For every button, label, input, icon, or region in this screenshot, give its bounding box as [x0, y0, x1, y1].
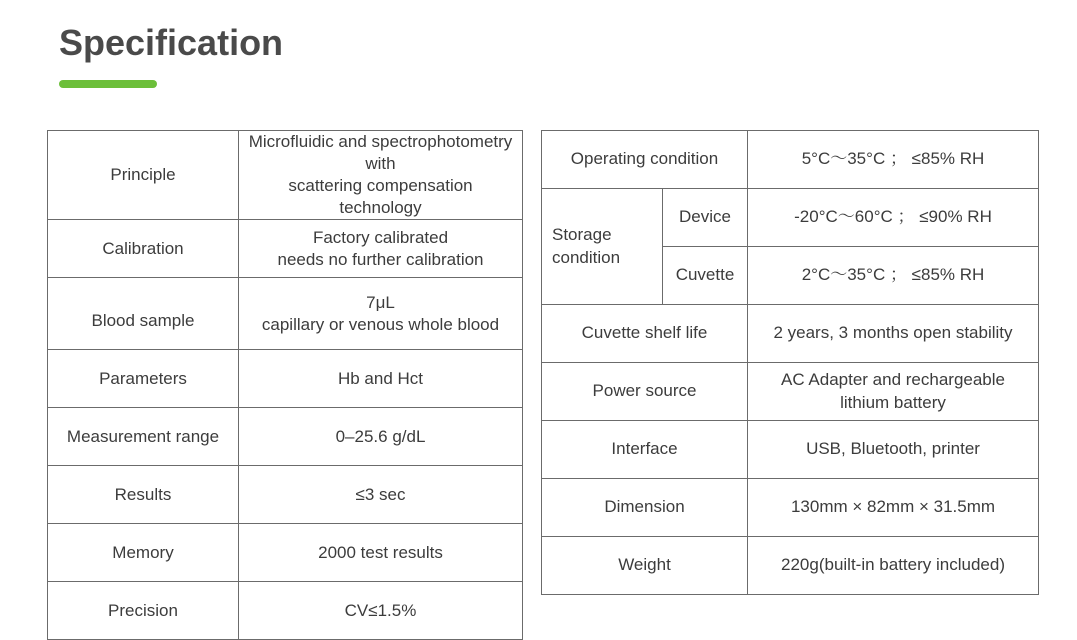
spec-value-line: needs no further calibration	[277, 249, 484, 269]
spec-value	[748, 363, 1039, 421]
spec-value-line: Microfluidic and spectrophotometry with	[248, 132, 513, 174]
title-underline	[59, 80, 157, 88]
spec-label: Parameters	[48, 350, 239, 408]
spec-label: Blood sample	[48, 278, 239, 350]
table-row	[542, 537, 1039, 595]
spec-label-line: condition	[552, 247, 621, 267]
spec-value	[239, 278, 523, 350]
spec-value-line: 7μL	[366, 292, 395, 312]
spec-value: Hb and Hct	[239, 350, 523, 408]
spec-value-line: Factory calibrated	[312, 227, 449, 247]
spec-value-line: lithium battery	[840, 392, 946, 412]
spec-value: 220g(built-in battery included)	[748, 537, 1039, 595]
table-row	[542, 479, 1039, 537]
table-row	[48, 466, 523, 524]
spec-value: ≤3 sec	[239, 466, 523, 524]
spec-value: 5°C～35°C ； ≤85% RH	[748, 131, 1039, 189]
table-row	[48, 524, 523, 582]
spec-value: 2 years, 3 months open stability	[748, 305, 1039, 363]
spec-sublabel: Cuvette	[663, 247, 748, 305]
spec-value-line: scattering compensation technology	[288, 176, 473, 218]
spec-label: Measurement range	[48, 408, 239, 466]
table-row	[48, 278, 523, 350]
table-row	[542, 131, 1039, 189]
spec-value: -20°C～60°C ； ≤90% RH	[748, 189, 1039, 247]
table-row	[48, 582, 523, 640]
spec-label: Operating condition	[542, 131, 748, 189]
spec-value: 0–25.6 g/dL	[239, 408, 523, 466]
table-row	[542, 189, 1039, 247]
spec-label: Results	[48, 466, 239, 524]
spec-value: USB, Bluetooth, printer	[748, 421, 1039, 479]
spec-value-line: AC Adapter and rechargeable	[781, 370, 1005, 390]
table-row	[48, 408, 523, 466]
spec-value	[239, 220, 523, 278]
spec-value: 2000 test results	[239, 524, 523, 582]
spec-label: Dimension	[542, 479, 748, 537]
spec-label: Interface	[542, 421, 748, 479]
spec-label-line: Storage	[552, 225, 612, 245]
page-title: Specification	[59, 22, 284, 63]
spec-label: Calibration	[48, 220, 239, 278]
spec-value	[239, 131, 523, 220]
spec-label: Memory	[48, 524, 239, 582]
spec-value: CV≤1.5%	[239, 582, 523, 640]
table-row	[542, 363, 1039, 421]
spec-value-line: capillary or venous whole blood	[261, 314, 500, 334]
spec-label: Principle	[48, 131, 239, 220]
spec-value: 2°C～35°C ； ≤85% RH	[748, 247, 1039, 305]
spec-label: Power source	[542, 363, 748, 421]
spec-label: Weight	[542, 537, 748, 595]
table-row	[48, 220, 523, 278]
spec-label: Precision	[48, 582, 239, 640]
spec-label-storage	[542, 189, 663, 305]
table-row	[48, 350, 523, 408]
spec-table-left	[47, 130, 523, 640]
spec-sublabel: Device	[663, 189, 748, 247]
spec-table-right	[541, 130, 1039, 595]
table-row	[48, 131, 523, 220]
table-row	[542, 421, 1039, 479]
spec-value: 130mm × 82mm × 31.5mm	[748, 479, 1039, 537]
spec-label: Cuvette shelf life	[542, 305, 748, 363]
table-row	[542, 305, 1039, 363]
